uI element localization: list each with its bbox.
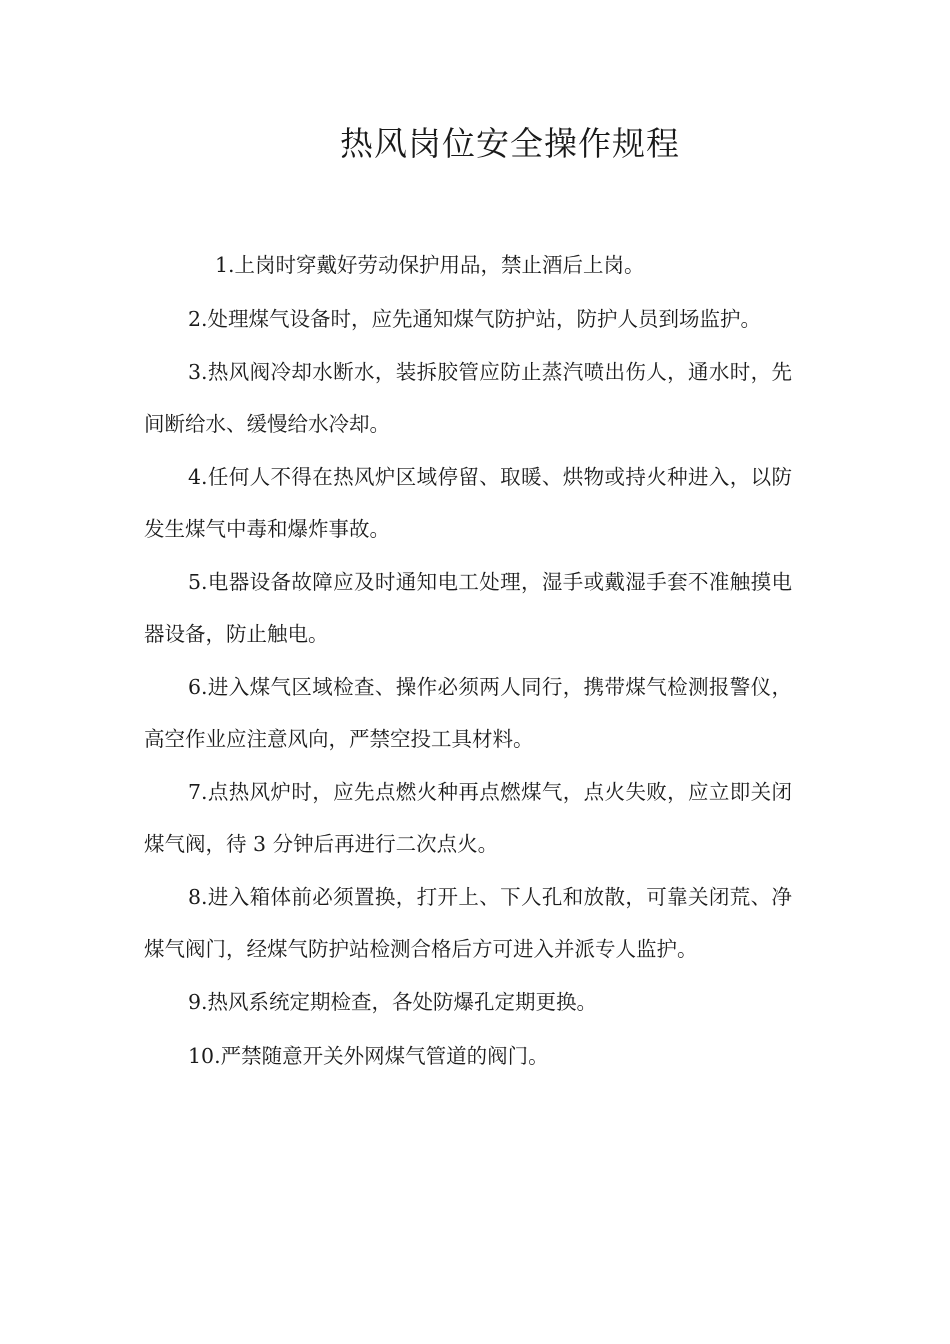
rule-item-2: 2.处理煤气设备时，应先通知煤气防护站，防护人员到场监护。 — [188, 306, 762, 331]
rule-item-8: 8.进入箱体前必须置换，打开上、下人孔和放散，可靠关闭荒、净煤气阀门，经煤气防护站检测合格后方可进入并派专人监护。 — [144, 885, 792, 961]
rule-item-9: 9.热风系统定期检查，各处防爆孔定期更换。 — [188, 990, 598, 1014]
rule-item-4: 4.任何人不得在热风炉区域停留、取暖、烘物或持火种进入，以防发生煤气中毒和爆炸事故。 — [144, 465, 792, 541]
document-title: 热风岗位安全操作规程 — [340, 124, 680, 163]
rule-item-5: 5.电器设备故障应及时通知电工处理，湿手或戴湿手套不准触摸电器设备，防止触电。 — [144, 570, 792, 646]
rule-item-10: 10.严禁随意开关外网煤气管道的阀门。 — [188, 1043, 549, 1068]
rule-item-6: 6.进入煤气区域检查、操作必须两人同行，携带煤气检测报警仪，高空作业应注意风向，严禁空投工具材料。 — [144, 675, 792, 751]
rule-item-1: 1.上岗时穿戴好劳动保护用品，禁止酒后上岗。 — [215, 253, 645, 277]
document-body — [144, 240, 792, 1084]
rule-item-3: 3.热风阀冷却水断水，装拆胶管应防止蒸汽喷出伤人，通水时，先间断给水、缓慢给水冷却。 — [144, 360, 792, 436]
rule-item-7: 7.点热风炉时，应先点燃火种再点燃煤气，点火失败，应立即关闭煤气阀，待 3 分钟后再进行二次点火。 — [144, 780, 792, 856]
